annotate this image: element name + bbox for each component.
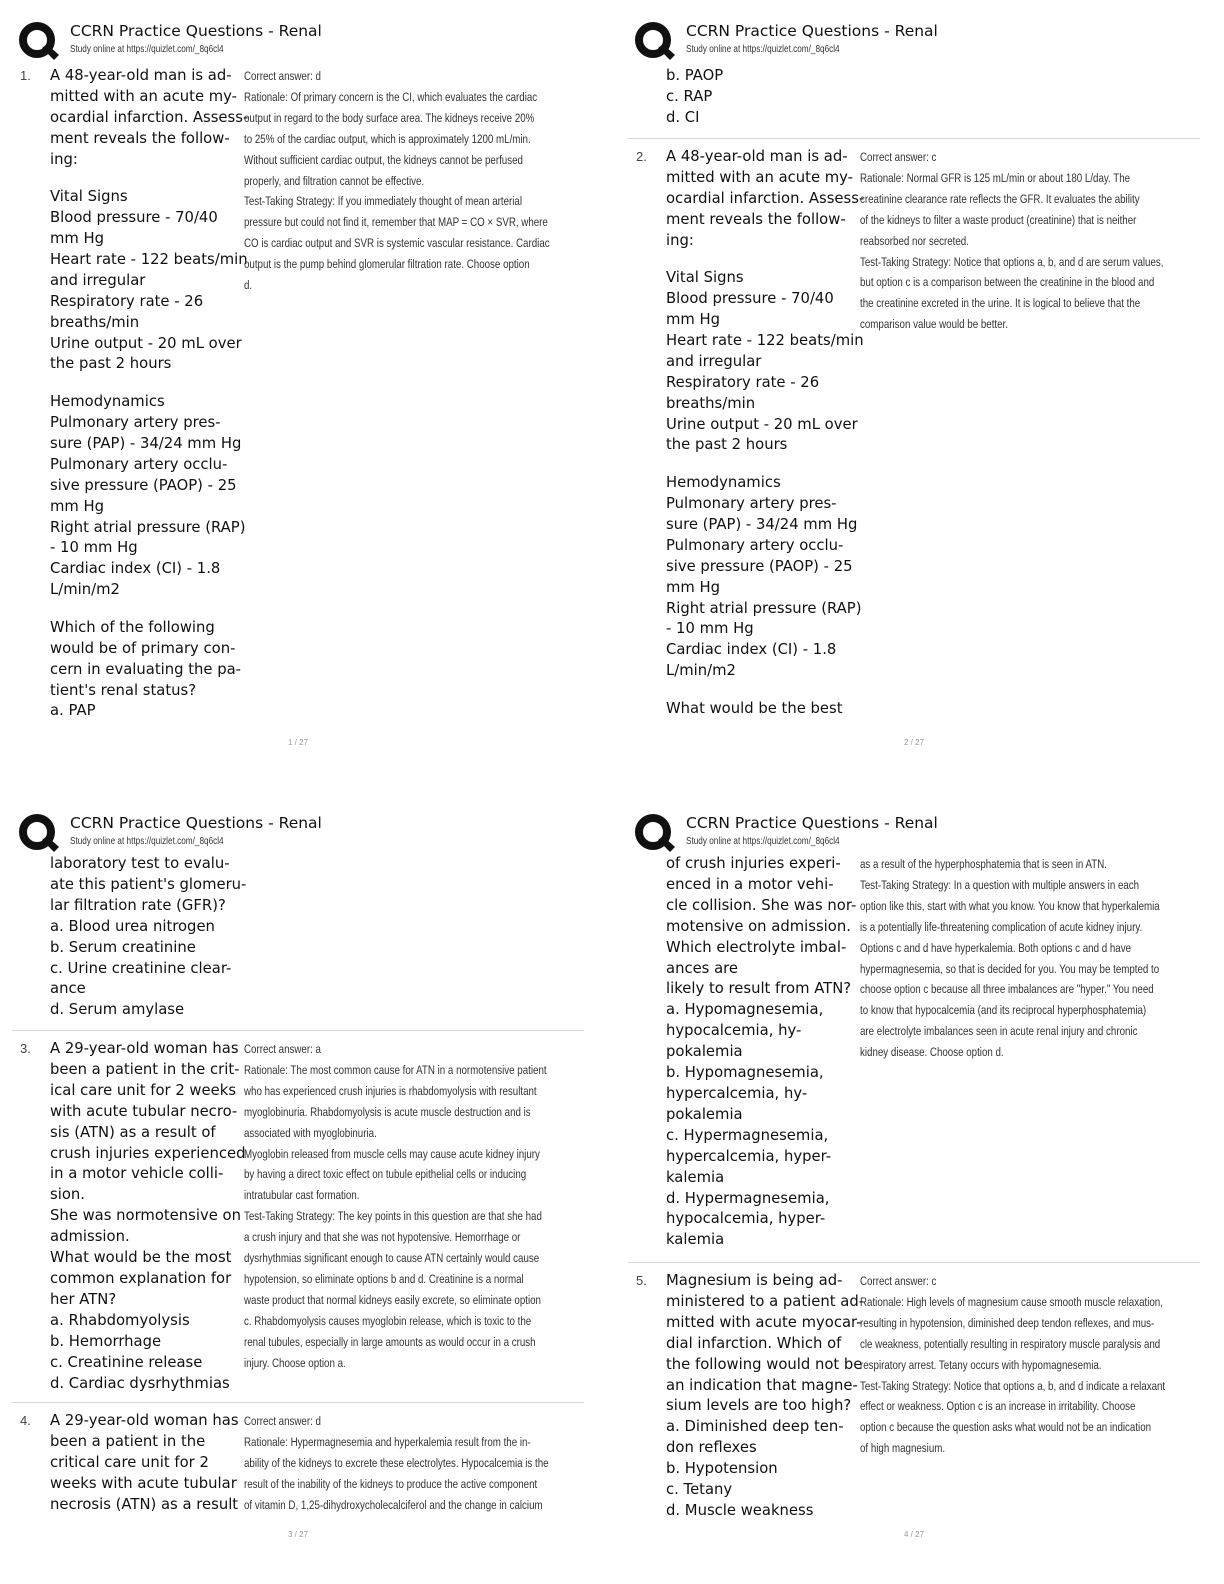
text-line: necrosis (ATN) as a result	[50, 1495, 239, 1513]
text-line: mm Hg	[50, 230, 105, 248]
text-line: Which electrolyte imbal-	[666, 938, 847, 956]
text-line: Right atrial pressure (RAP)	[50, 518, 246, 536]
text-line: sium levels are too high?	[666, 1397, 852, 1415]
text-line: L/min/m2	[666, 662, 736, 680]
text-line: hypercalcemia, hyper-	[666, 1147, 832, 1165]
text-line: cern in evaluating the pa-	[50, 660, 241, 678]
text-line: critical care unit for 2	[50, 1453, 209, 1471]
text-line: creatinine clearance rate reflects the GFR. It evaluates the ability	[860, 191, 1140, 206]
text-line: A 48-year-old man is ad-	[50, 67, 232, 84]
text-line: ocardial infarction. Assess-	[666, 189, 865, 207]
text-line: b. Hemorrhage	[50, 1332, 162, 1350]
text-line: sis (ATN) as a result of	[50, 1123, 216, 1141]
text-line: Heart rate - 122 beats/min	[50, 250, 248, 268]
answer-rationale	[244, 1411, 574, 1516]
text-line: c. Urine creatinine clear-	[50, 959, 232, 977]
text-line: associated with myoglobinuria.	[244, 1125, 377, 1140]
text-line: Test-Taking Strategy: In a question with multiple answers in each	[860, 877, 1140, 892]
text-line: an indication that magne-	[666, 1376, 858, 1394]
text-line: Pulmonary artery pres-	[50, 413, 221, 431]
text-line: been a patient in the crit-	[50, 1060, 240, 1078]
page-header	[16, 808, 576, 854]
blank-line	[50, 171, 242, 188]
text-line: kalemia	[666, 1168, 725, 1186]
text-line: Test-Taking Strategy: Notice that options a, b, and d indicate a relaxant	[860, 1378, 1166, 1393]
text-line: kidney disease. Choose option d.	[860, 1045, 1004, 1060]
text-line: is a potentially life-threatening complication of acute kidney injury.	[860, 919, 1143, 934]
question-text	[666, 1271, 865, 1522]
text-line: Rationale: Normal GFR is 125 mL/min or about 180 L/day. The	[860, 170, 1131, 185]
text-line: Rationale: The most common cause for ATN in a normotensive patient	[244, 1062, 547, 1077]
text-line: cle weakness, potentially resulting in respiratory muscle paralysis and	[860, 1336, 1161, 1351]
text-line: been a patient in the	[50, 1432, 206, 1450]
text-line: Correct answer: a	[244, 1042, 321, 1056]
text-line: Hemodynamics	[50, 393, 165, 411]
document-title: CCRN Practice Questions - Renal	[70, 814, 322, 832]
text-line: mm Hg	[666, 311, 721, 329]
text-line: who has experienced crush injuries is rhabdomyolysis with resultant	[244, 1083, 537, 1098]
text-line: ministered to a patient ad-	[666, 1292, 865, 1310]
text-line: of the kidneys to filter a waste product (creatinine) that is neither	[860, 212, 1137, 227]
text-line: a crush injury and that she was not hypotensive. Hemorrhage or	[244, 1230, 521, 1245]
text-line: and irregular	[666, 352, 762, 370]
text-line: ment reveals the follow-	[50, 129, 230, 147]
text-line: hypercalcemia, hy-	[666, 1084, 808, 1102]
question-card-1	[12, 66, 584, 746]
text-line: Blood pressure - 70/40	[50, 209, 218, 227]
text-line: Vital Signs	[50, 188, 128, 206]
text-line: hypotension, so eliminate options b and d. Creatinine is a normal	[244, 1271, 524, 1286]
question-number: 4.	[20, 1413, 31, 1428]
text-line: lar filtration rate (GFR)?	[50, 896, 226, 914]
study-link[interactable]: Study online at https://quizlet.com/_8q6cl4	[686, 836, 840, 847]
text-line: b. Hypomagnesemia,	[666, 1064, 824, 1082]
question-card-5	[628, 1262, 1200, 1528]
text-line: Cardiac index (CI) - 1.8	[666, 641, 837, 659]
question-card-4-continued	[628, 854, 1200, 1258]
text-line: Urine output - 20 mL over	[50, 334, 242, 352]
text-line: L/min/m2	[50, 581, 120, 599]
document-title: CCRN Practice Questions - Renal	[686, 814, 938, 832]
text-line: ing:	[50, 150, 78, 168]
text-line: ance	[50, 980, 86, 998]
text-line: in a motor vehicle colli-	[50, 1165, 224, 1183]
text-line: admission.	[50, 1228, 130, 1246]
text-line: Myoglobin released from muscle cells may cause acute kidney injury	[244, 1146, 540, 1161]
text-line: c. Creatinine release	[50, 1353, 203, 1371]
page-2	[628, 16, 1224, 796]
text-line: CO is cardiac output and SVR is systemic vascular resistance. Cardiac	[244, 236, 550, 251]
page-4	[628, 808, 1224, 1584]
text-line: Rationale: Of primary concern is the CI, which evaluates the cardiac	[244, 89, 538, 104]
text-line: A 48-year-old man is ad-	[666, 148, 848, 165]
page-header	[632, 16, 1192, 62]
question-text-continued	[666, 66, 858, 129]
text-line: mitted with acute myocar-	[666, 1313, 862, 1331]
blank-line	[666, 456, 858, 473]
text-line: but option c is a comparison between the creatinine in the blood and	[860, 275, 1155, 290]
question-card-4	[12, 1402, 584, 1526]
text-line: laboratory test to evalu-	[50, 855, 230, 872]
text-line: Cardiac index (CI) - 1.8	[50, 560, 221, 578]
text-line: of vitamin D, 1,25-dihydroxycholecalciferol and the change in calcium	[244, 1497, 543, 1512]
text-line: enced in a motor vehi-	[666, 875, 834, 893]
text-line: dial infarction. Which of	[666, 1334, 842, 1352]
question-card-3	[12, 1030, 584, 1400]
text-line: tient's renal status?	[50, 681, 197, 699]
text-line: dysrhythmias significant enough to cause ATN certainly would cause	[244, 1251, 540, 1266]
text-line: Correct answer: d	[244, 1414, 321, 1428]
text-line: ical care unit for 2 weeks	[50, 1081, 237, 1099]
text-line: Rationale: Hypermagnesemia and hyperkalemia result from the in-	[244, 1434, 531, 1449]
text-line: ocardial infarction. Assess-	[50, 108, 249, 126]
text-line: sive pressure (PAOP) - 25	[50, 476, 237, 494]
text-line: She was normotensive on	[50, 1207, 241, 1225]
question-number: 5.	[636, 1273, 647, 1288]
text-line: sure (PAP) - 34/24 mm Hg	[50, 434, 242, 452]
text-line: pokalemia	[666, 1105, 743, 1123]
page-3	[12, 808, 612, 1584]
text-line: Test-Taking Strategy: If you immediately thought of mean arterial	[244, 194, 523, 209]
text-line: her ATN?	[50, 1290, 117, 1308]
text-line: Pulmonary artery pres-	[666, 494, 837, 512]
text-line: b. Serum creatinine	[50, 938, 196, 956]
answer-rationale	[860, 147, 1190, 335]
text-line: sure (PAP) - 34/24 mm Hg	[666, 515, 858, 533]
text-line: ability of the kidneys to excrete these electrolytes. Hypocalcemia is the	[244, 1455, 549, 1470]
answer-rationale-continued	[860, 854, 1190, 1063]
text-line: effect or weakness. Option c is an increase in irritability. Choose	[860, 1399, 1136, 1414]
text-line: kalemia	[666, 1231, 725, 1249]
text-line: output in regard to the body surface area. The kidneys receive 20%	[244, 110, 535, 125]
text-line: Urine output - 20 mL over	[666, 415, 858, 433]
text-line: option like this, start with what you know. You know that hyperkalemia	[860, 898, 1160, 913]
text-line: What would be the best	[666, 699, 843, 717]
text-line: likely to result from ATN?	[666, 980, 852, 998]
text-line: Right atrial pressure (RAP)	[666, 599, 862, 617]
text-line: What would be the most	[50, 1249, 232, 1267]
blank-line	[50, 375, 242, 392]
text-line: ment reveals the follow-	[666, 210, 846, 228]
text-line: properly, and filtration cannot be effective.	[244, 173, 425, 188]
text-line: the past 2 hours	[50, 355, 172, 373]
text-line: comparison value would be better.	[860, 317, 1008, 332]
text-line: Rationale: High levels of magnesium cause smooth muscle relaxation,	[860, 1294, 1163, 1309]
text-line: d.	[244, 278, 253, 293]
text-line: breaths/min	[666, 394, 756, 412]
text-line: ances are	[666, 959, 739, 977]
text-line: pokalemia	[666, 1043, 743, 1061]
text-line: mitted with an acute my-	[50, 87, 238, 105]
text-line: Pulmonary artery occlu-	[50, 455, 228, 473]
blank-line	[50, 601, 242, 618]
text-line: renal tubules, especially in large amounts as would occur in a crush	[244, 1334, 536, 1349]
text-line: mitted with an acute my-	[666, 168, 854, 186]
text-line: hypocalcemia, hyper-	[666, 1210, 826, 1228]
text-line: Pulmonary artery occlu-	[666, 536, 844, 554]
text-line: are electrolyte imbalances seen in acute renal injury and chronic	[860, 1024, 1138, 1039]
text-line: d. CI	[666, 108, 700, 126]
quizlet-logo-icon	[16, 812, 60, 854]
text-line: Respiratory rate - 26	[50, 292, 204, 310]
text-line: Correct answer: c	[860, 150, 937, 164]
text-line: crush injuries experienced	[50, 1144, 246, 1162]
text-line: Blood pressure - 70/40	[666, 290, 834, 308]
blank-line	[666, 682, 858, 699]
question-text	[666, 147, 865, 720]
text-line: c. RAP	[666, 87, 713, 105]
text-line: d. Hypermagnesemia,	[666, 1189, 830, 1207]
text-line: the creatinine excreted in the urine. It is logical to believe that the	[860, 296, 1141, 311]
text-line: Options c and d have hyperkalemia. Both options c and d have	[860, 940, 1132, 955]
text-line: c. Rhabdomyolysis causes myoglobin release, which is toxic to the	[244, 1313, 532, 1328]
text-line: hypermagnesemia, so that is decided for you. You may be tempted to	[860, 961, 1160, 976]
text-line: would be of primary con-	[50, 639, 236, 657]
question-card-1-continued	[628, 66, 1200, 132]
quizlet-logo-icon	[632, 812, 676, 854]
blank-line	[666, 252, 858, 269]
text-line: d. Serum amylase	[50, 1001, 185, 1019]
text-line: Correct answer: c	[860, 1274, 937, 1288]
quizlet-logo-icon	[16, 20, 60, 62]
text-line: option c because the question asks what would not be an indication	[860, 1420, 1152, 1435]
text-line: reabsorbed nor secreted.	[860, 233, 969, 248]
page-1	[12, 16, 612, 796]
question-number: 3.	[20, 1041, 31, 1056]
text-line: - 10 mm Hg	[666, 620, 754, 638]
text-line: c. Tetany	[666, 1481, 733, 1499]
question-card-2	[628, 138, 1200, 738]
text-line: breaths/min	[50, 313, 140, 331]
text-line: as a result of the hyperphosphatemia that is seen in ATN.	[860, 857, 1107, 871]
text-line: Correct answer: d	[244, 69, 321, 83]
text-line: waste product that normal kidneys easily excrete, so eliminate option	[244, 1292, 541, 1307]
text-line: a. Rhabdomyolysis	[50, 1311, 190, 1329]
question-text	[50, 66, 249, 722]
question-number: 2.	[636, 149, 647, 164]
text-line: Magnesium is being ad-	[666, 1272, 843, 1289]
answer-rationale	[244, 66, 574, 296]
text-line: of crush injuries experi-	[666, 855, 841, 872]
text-line: output is the pump behind glomerular filtration rate. Choose option	[244, 257, 530, 272]
text-line: Respiratory rate - 26	[666, 373, 820, 391]
document-title: CCRN Practice Questions - Renal	[70, 22, 322, 40]
text-line: motensive on admission.	[666, 917, 851, 935]
text-line: to know that hypocalcemia (and its reciprocal hyperphosphatemia)	[860, 1003, 1147, 1018]
text-line: a. PAP	[50, 702, 96, 720]
text-line: A 29-year-old woman has	[50, 1040, 239, 1057]
text-line: ing:	[666, 231, 694, 249]
text-line: b. Hypotension	[666, 1460, 778, 1478]
text-line: myoglobinuria. Rhabdomyolysis is acute muscle destruction and is	[244, 1104, 531, 1119]
text-line: a. Diminished deep ten-	[666, 1418, 844, 1436]
text-line: the past 2 hours	[666, 436, 788, 454]
text-line: by having a direct toxic effect on tubule epithelial cells or inducing	[244, 1167, 527, 1182]
text-line: Test-Taking Strategy: The key points in this question are that she had	[244, 1209, 542, 1224]
text-line: with acute tubular necro-	[50, 1102, 238, 1120]
text-line: cle collision. She was nor-	[666, 896, 857, 914]
question-text-continued	[50, 854, 247, 1021]
text-line: a. Hypomagnesemia,	[666, 1001, 824, 1019]
text-line: common explanation for	[50, 1269, 232, 1287]
study-link[interactable]: Study online at https://quizlet.com/_8q6cl4	[686, 44, 840, 55]
text-line: resulting in hypotension, diminished deep tendon reflexes, and mus-	[860, 1315, 1155, 1330]
page-header	[16, 16, 576, 62]
text-line: pressure but could not find it, remember that MAP = CO × SVR, where	[244, 215, 548, 230]
page-number: 2 / 27	[904, 738, 925, 747]
page-number: 4 / 27	[904, 1530, 925, 1539]
text-line: Heart rate - 122 beats/min	[666, 331, 864, 349]
question-text-continued	[666, 854, 858, 1251]
text-line: Vital Signs	[666, 269, 744, 287]
text-line: of high magnesium.	[860, 1441, 946, 1456]
text-line: hypocalcemia, hy-	[666, 1022, 802, 1040]
question-text	[50, 1039, 246, 1394]
text-line: choose option c because all three imbalances are "hyper." You need	[860, 982, 1154, 997]
text-line: c. Hypermagnesemia,	[666, 1126, 829, 1144]
text-line: Test-Taking Strategy: Notice that options a, b, and d are serum values,	[860, 254, 1164, 269]
text-line: ate this patient's glomeru-	[50, 875, 247, 893]
text-line: - 10 mm Hg	[50, 539, 138, 557]
text-line: weeks with acute tubular	[50, 1474, 237, 1492]
text-line: injury. Choose option a.	[244, 1355, 346, 1370]
text-line: Hemodynamics	[666, 474, 781, 492]
question-card-2-continued	[12, 854, 584, 1026]
question-text	[50, 1411, 242, 1516]
document-title: CCRN Practice Questions - Renal	[686, 22, 938, 40]
text-line: sive pressure (PAOP) - 25	[666, 557, 853, 575]
text-line: d. Cardiac dysrhythmias	[50, 1374, 230, 1392]
text-line: sion.	[50, 1186, 85, 1204]
text-line: intratubular cast formation.	[244, 1188, 360, 1203]
text-line: b. PAOP	[666, 67, 724, 84]
page-number: 1 / 27	[288, 738, 309, 747]
text-line: Which of the following	[50, 618, 215, 636]
text-line: and irregular	[50, 271, 146, 289]
text-line: Without sufficient cardiac output, the kidneys cannot be perfused	[244, 152, 523, 167]
text-line: A 29-year-old woman has	[50, 1412, 239, 1429]
text-line: to 25% of the cardiac output, which is approximately 1200 mL/min.	[244, 131, 531, 146]
text-line: a. Blood urea nitrogen	[50, 917, 215, 935]
page-header	[632, 808, 1192, 854]
text-line: don reflexes	[666, 1439, 757, 1457]
text-line: the following would not be	[666, 1355, 863, 1373]
text-line: mm Hg	[50, 497, 105, 515]
study-link[interactable]: Study online at https://quizlet.com/_8q6cl4	[70, 836, 224, 847]
study-link[interactable]: Study online at https://quizlet.com/_8q6cl4	[70, 44, 224, 55]
question-number: 1.	[20, 68, 31, 83]
quizlet-logo-icon	[632, 20, 676, 62]
answer-rationale	[860, 1271, 1190, 1459]
text-line: respiratory arrest. Tetany occurs with hypomagnesemia.	[860, 1357, 1102, 1372]
text-line: d. Muscle weakness	[666, 1501, 814, 1519]
answer-rationale	[244, 1039, 574, 1374]
text-line: result of the inability of the kidneys to produce the active component	[244, 1476, 538, 1491]
text-line: mm Hg	[666, 578, 721, 596]
page-number: 3 / 27	[288, 1530, 309, 1539]
